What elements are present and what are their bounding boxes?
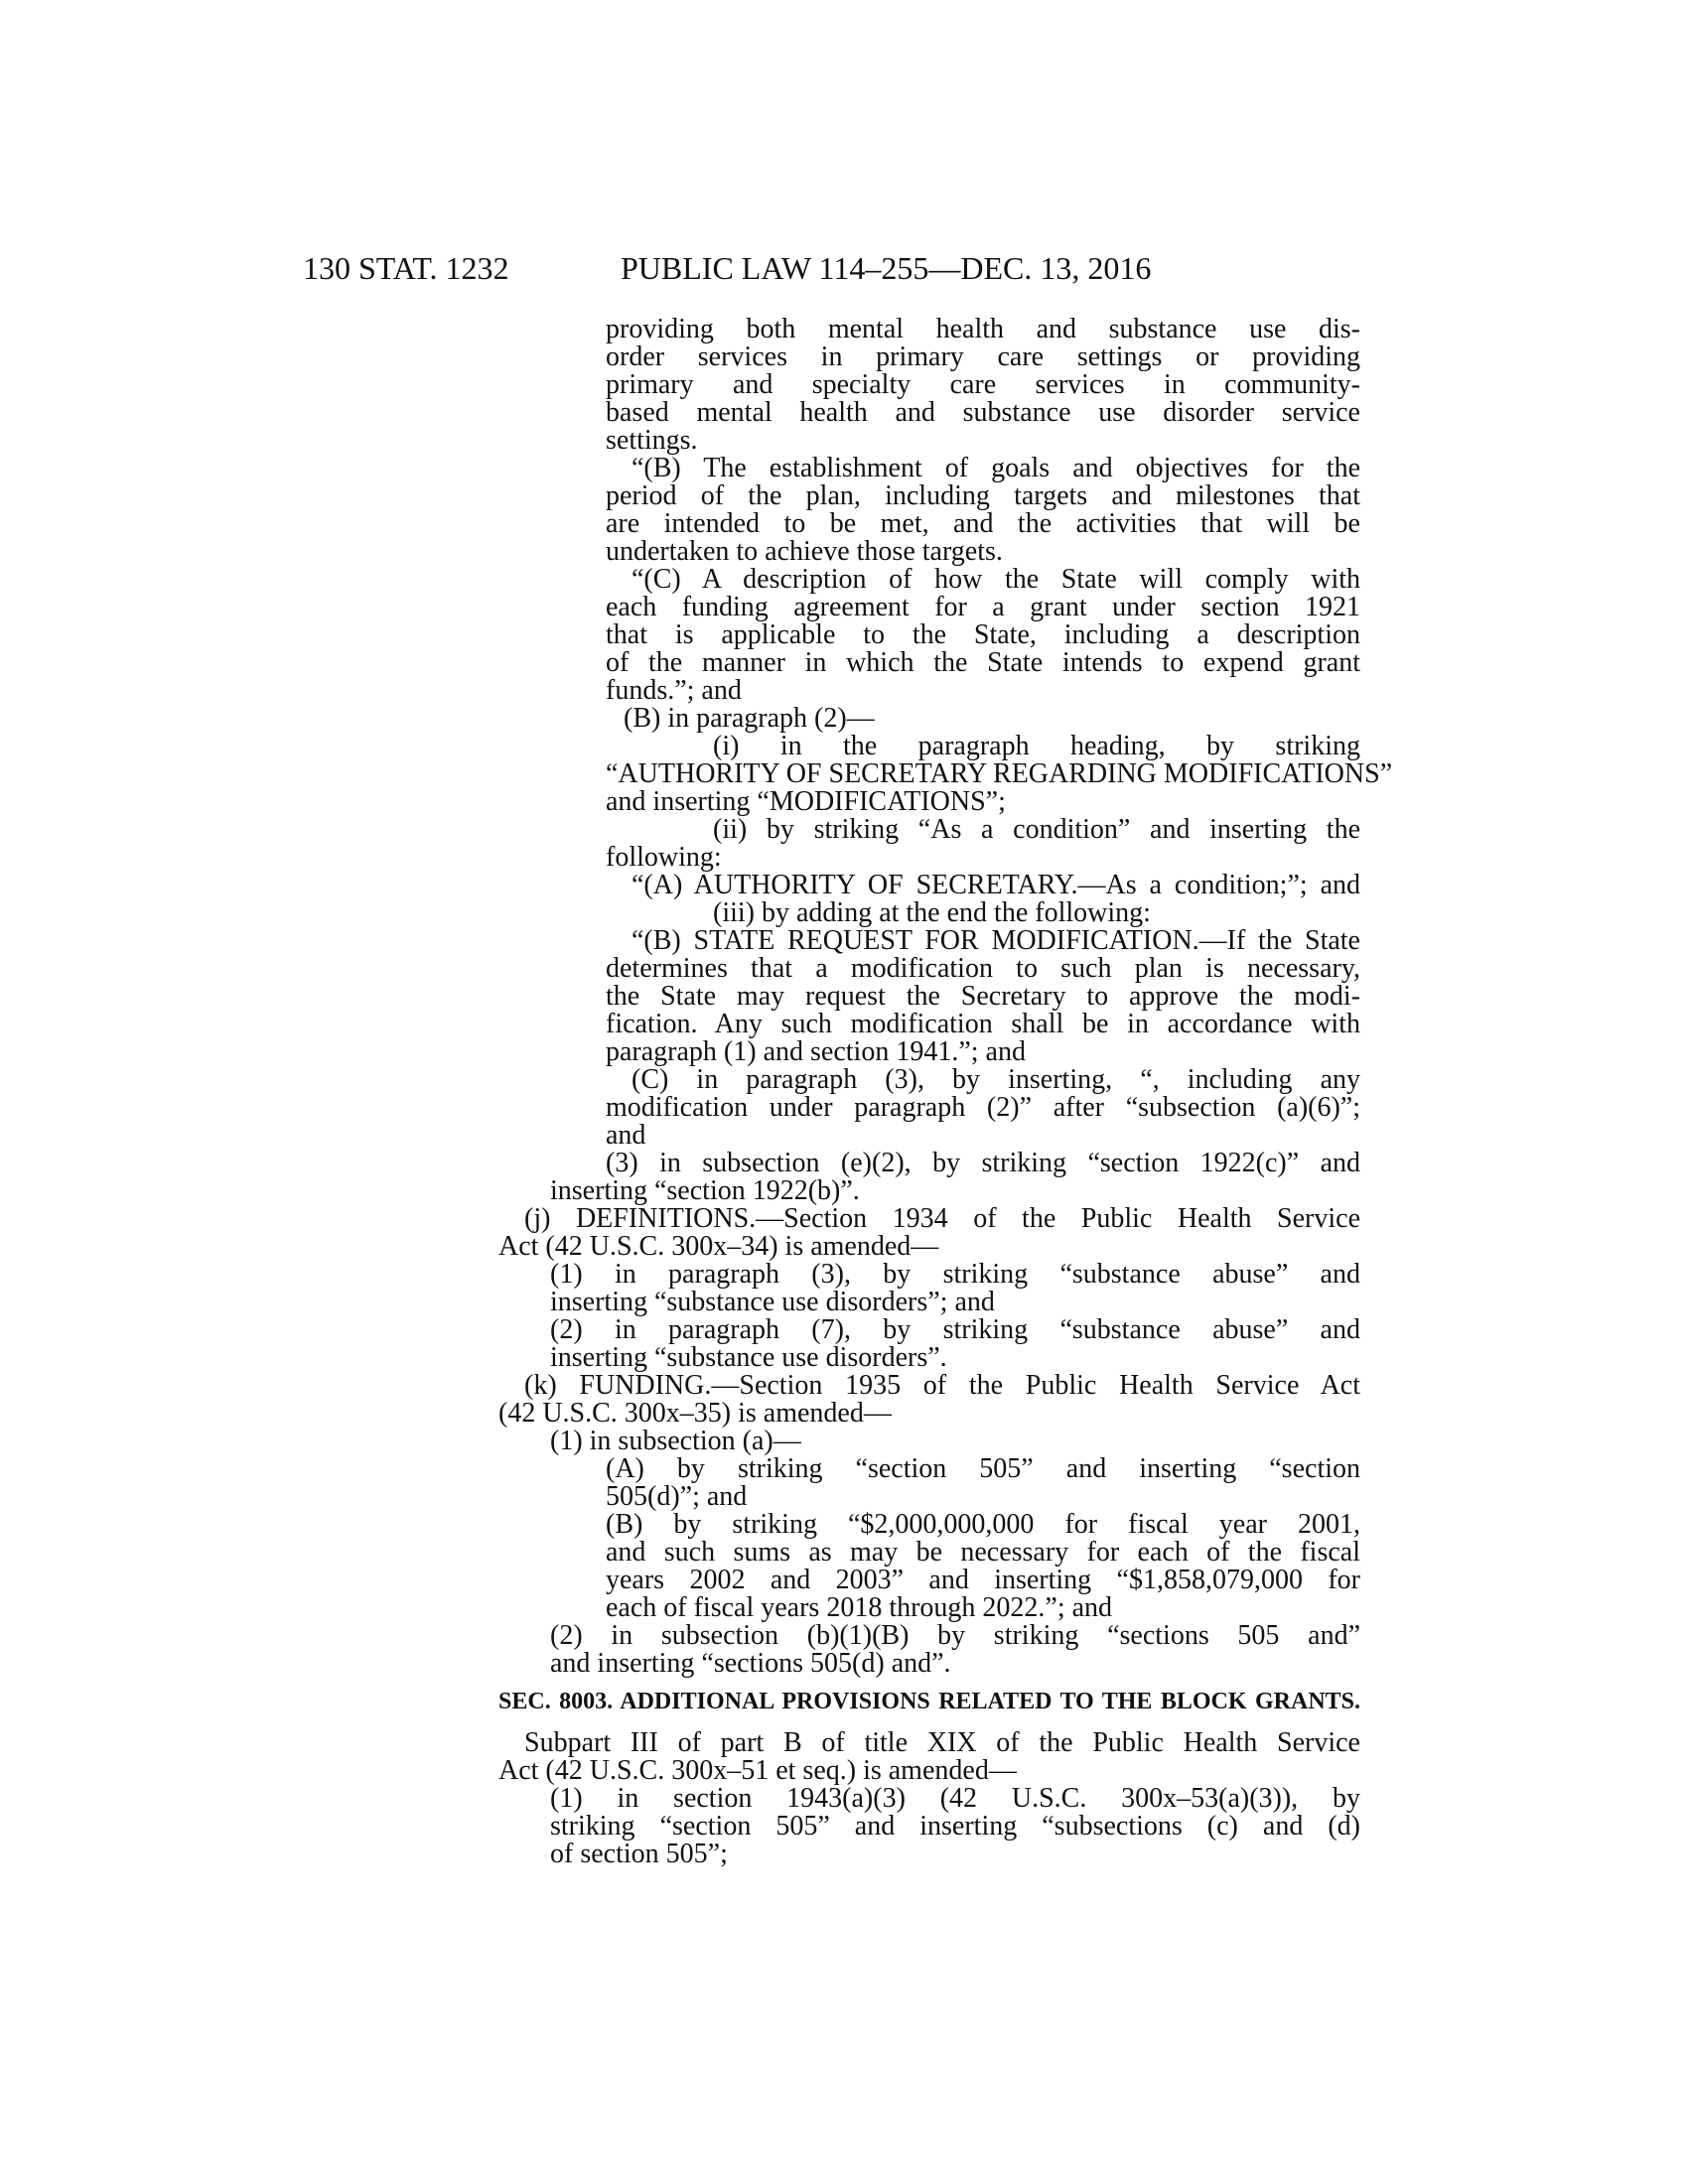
text-line: Subpart III of part B of title XIX of the Public Health Service	[524, 1727, 1360, 1758]
text-line: and inserting “sections 505(d) and”.	[550, 1648, 951, 1679]
text-line: following:	[606, 842, 722, 873]
text-line: inserting “substance use disorders”.	[550, 1342, 947, 1373]
text-line: “AUTHORITY OF SECRETARY REGARDING MODIFICATIONS”	[606, 758, 1393, 789]
text-line: (B) by striking “$2,000,000,000 for fiscal year 2001,	[606, 1509, 1360, 1540]
text-line: (1) in paragraph (3), by striking “substance abuse” and	[550, 1259, 1360, 1290]
text-line: each funding agreement for a grant under section 1921	[606, 592, 1360, 622]
text-line: fication. Any such modification shall be in accordance with	[606, 1009, 1360, 1039]
text-line: and such sums as may be necessary for each of the fiscal	[606, 1537, 1360, 1568]
text-line: Act (42 U.S.C. 300x–34) is amended—	[498, 1231, 939, 1262]
text-line: settings.	[606, 425, 698, 456]
text-line: (iii) by adding at the end the following:	[713, 897, 1151, 928]
text-line: (C) in paragraph (3), by inserting, “, including any	[632, 1064, 1360, 1095]
text-line: “(C) A description of how the State will comply with	[632, 564, 1360, 595]
text-line: (i) in the paragraph heading, by striking	[713, 731, 1360, 761]
text-line: “(A) AUTHORITY OF SECRETARY.—As a condition;”; and	[632, 870, 1360, 900]
text-line: and	[606, 1120, 646, 1151]
text-line: providing both mental health and substance use dis-	[606, 314, 1360, 344]
text-line: striking “section 505” and inserting “subsections (c) and (d)	[550, 1811, 1360, 1842]
text-line: the State may request the Secretary to approve the modi-	[606, 981, 1360, 1012]
text-line: order services in primary care settings or providing	[606, 341, 1360, 372]
text-line: inserting “substance use disorders”; and	[550, 1287, 995, 1317]
text-line: (1) in section 1943(a)(3) (42 U.S.C. 300x–53(a)(3)), by	[550, 1783, 1360, 1814]
text-line: (2) in paragraph (7), by striking “substance abuse” and	[550, 1314, 1360, 1345]
text-line: (B) in paragraph (2)—	[624, 703, 875, 734]
text-line: primary and specialty care services in community-	[606, 369, 1360, 400]
text-line: and inserting “MODIFICATIONS”;	[606, 786, 1006, 817]
text-line: (j) DEFINITIONS.—Section 1934 of the Public Health Service	[524, 1203, 1360, 1234]
text-line: Act (42 U.S.C. 300x–51 et seq.) is amended—	[498, 1755, 1017, 1786]
text-line: (2) in subsection (b)(1)(B) by striking “sections 505 and”	[550, 1620, 1360, 1651]
text-line: modification under paragraph (2)” after “subsection (a)(6)”;	[606, 1092, 1360, 1123]
section-heading: SEC. 8003. ADDITIONAL PROVISIONS RELATED TO THE BLOCK GRANTS.	[498, 1689, 1360, 1714]
text-line: of the manner in which the State intends to expend grant	[606, 647, 1360, 678]
text-line: (1) in subsection (a)—	[550, 1426, 801, 1456]
text-line: (ii) by striking “As a condition” and inserting the	[713, 814, 1360, 845]
text-line: years 2002 and 2003” and inserting “$1,858,079,000 for	[606, 1565, 1360, 1595]
text-line: (42 U.S.C. 300x–35) is amended—	[498, 1398, 892, 1429]
text-line: based mental health and substance use disorder service	[606, 397, 1360, 428]
text-line: each of fiscal years 2018 through 2022.”; and	[606, 1592, 1113, 1623]
text-line: period of the plan, including targets and milestones that	[606, 480, 1360, 511]
text-line: determines that a modification to such plan is necessary,	[606, 953, 1360, 984]
text-line: “(B) STATE REQUEST FOR MODIFICATION.—If the State	[632, 925, 1360, 956]
text-line: “(B) The establishment of goals and objectives for the	[632, 453, 1360, 483]
text-line: paragraph (1) and section 1941.”; and	[606, 1036, 1026, 1067]
text-line: of section 505”;	[550, 1839, 728, 1869]
page-running-title: PUBLIC LAW 114–255—DEC. 13, 2016	[621, 250, 1152, 286]
page-stat-citation: 130 STAT. 1232	[303, 250, 509, 286]
text-line: that is applicable to the State, including a description	[606, 619, 1360, 650]
text-line: undertaken to achieve those targets.	[606, 536, 1003, 567]
text-line: (A) by striking “section 505” and inserting “section	[606, 1453, 1360, 1484]
text-line: inserting “section 1922(b)”.	[550, 1175, 860, 1206]
text-line: are intended to be met, and the activities that will be	[606, 508, 1360, 539]
text-line: (3) in subsection (e)(2), by striking “section 1922(c)” and	[606, 1148, 1360, 1178]
text-line: 505(d)”; and	[606, 1481, 748, 1512]
text-line: funds.”; and	[606, 675, 742, 706]
text-line: (k) FUNDING.—Section 1935 of the Public Health Service Act	[524, 1370, 1360, 1401]
